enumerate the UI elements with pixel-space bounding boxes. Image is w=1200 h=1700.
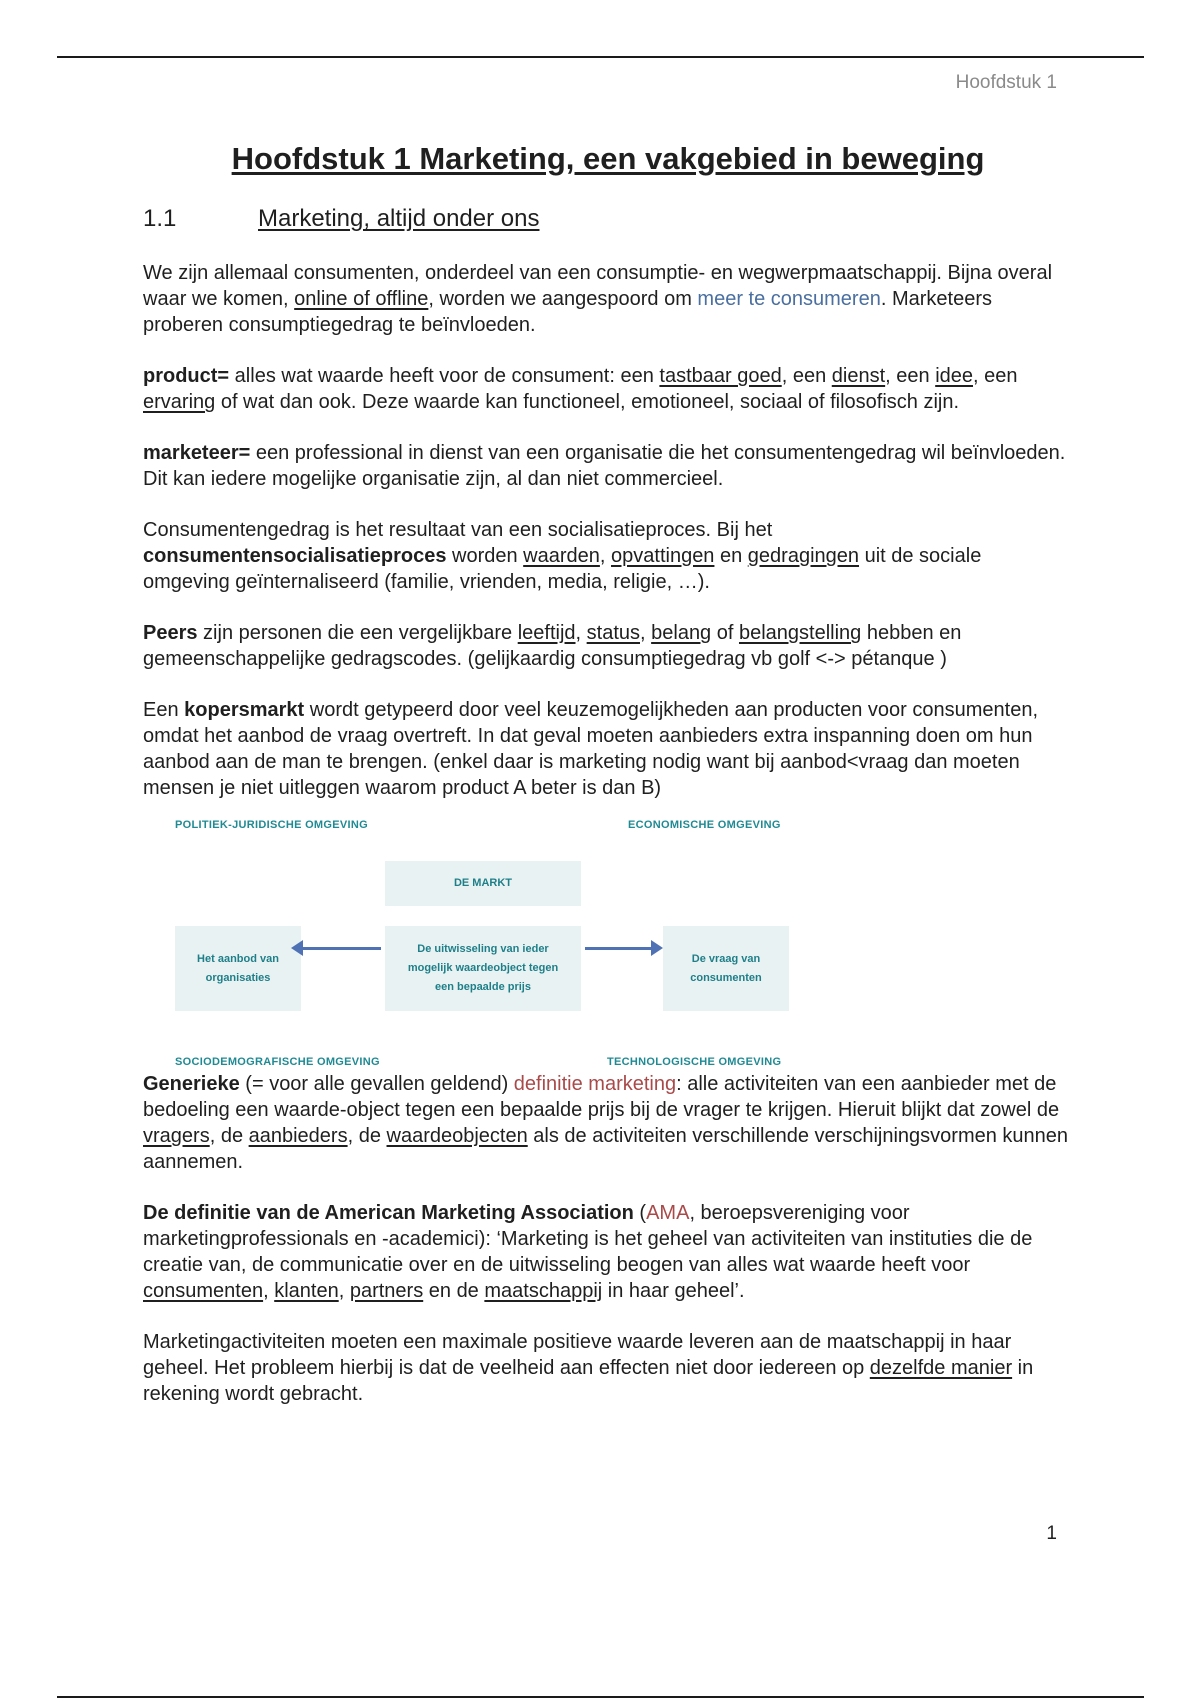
paragraph-consumers: We zijn allemaal consumenten, onderdeel van een consumptie- en wegwerpmaatschappij. Bijna overal waar we komen, online of offline, worden we aangespoord om meer te consumeren. Marketeers proberen consumptiegedrag te beïnvloeden. xyxy=(143,262,1053,336)
paragraph-peers: Peers zijn personen die een vergelijkbare leeftijd, status, belang of belangstelling hebben en gemeenschappelijke gedragscodes. (gelijkaardig consumptiegedrag vb golf <-> pétanque ) xyxy=(143,622,962,670)
box-vraag-consumenten: De vraag van consumenten xyxy=(663,926,789,1011)
arrow-left-icon xyxy=(295,947,381,950)
link-definitie-marketing[interactable]: definitie marketing xyxy=(513,1073,677,1095)
link-ama[interactable]: AMA xyxy=(646,1202,690,1224)
label-politiek-juridische-omgeving: POLITIEK-JURIDISCHE OMGEVING xyxy=(175,819,368,831)
term-peers: Peers xyxy=(143,622,198,644)
section-number: 1.1 xyxy=(143,205,177,232)
term-marketeer: marketeer= xyxy=(143,442,251,464)
box-de-markt: DE MARKT xyxy=(385,861,581,906)
definition-generieke-marketing: Generieke (= voor alle gevallen geldend) definitie marketing: alle activiteiten van een aanbieder met de bedoeling een waarde-object tegen een bepaalde prijs bij de vrager te krijgen. Hieruit blijkt dat zowel de vragers, de aanbieders, de waardeobjecten als de activiteiten verschillende verschijningsvormen kunnen aannemen. xyxy=(143,1073,1069,1173)
label-technologische-omgeving: TECHNOLOGISCHE OMGEVING xyxy=(607,1056,782,1068)
definition-product: product= alles wat waarde heeft voor de consument: een tastbaar goed, een dienst, een idee, een ervaring of wat dan ook. Deze waarde kan functioneel, emotioneel, sociaal of filosofisch zijn. xyxy=(143,365,1018,413)
term-kopersmarkt: kopersmarkt xyxy=(184,699,305,721)
paragraph-kopersmarkt: Een kopersmarkt wordt getypeerd door veel keuzemogelijkheden aan producten voor consumenten, omdat het aanbod de vraag overtreft. In dat geval moeten aanbieders extra inspanning doen om hun aanbod aan de man te brengen. (enkel daar is marketing nodig want bij aanbod<vraag dan moeten mensen je niet uitleggen waarom product A beter is dan B) xyxy=(143,699,1039,799)
market-diagram xyxy=(143,811,783,1071)
header-rule xyxy=(57,56,1144,58)
page-content xyxy=(143,140,1073,1432)
box-aanbod-organisaties: Het aanbod van organisaties xyxy=(175,926,301,1011)
label-economische-omgeving: ECONOMISCHE OMGEVING xyxy=(628,819,781,831)
term-ama-definitie: De definitie van de American Marketing Association xyxy=(143,1202,634,1224)
running-header: Hoofdstuk 1 xyxy=(955,72,1057,93)
chapter-title: Hoofdstuk 1 Marketing, een vakgebied in beweging xyxy=(231,141,985,176)
box-uitwisseling: De uitwisseling van ieder mogelijk waardeobject tegen een bepaalde prijs xyxy=(385,926,581,1011)
underlined-term: online of offline xyxy=(294,288,429,310)
term-consumentensocialisatieproces: consumentensocialisatieproces xyxy=(143,545,447,567)
arrow-right-icon xyxy=(585,947,659,950)
paragraph-socialisation: Consumentengedrag is het resultaat van een socialisatieproces. Bij het consumentensocialisatieproces worden waarden, opvattingen en gedragingen uit de sociale omgeving geïnternaliseerd (familie, vrienden, media, religie, …). xyxy=(143,519,982,593)
label-sociodemografische-omgeving: SOCIODEMOGRAFISCHE OMGEVING xyxy=(175,1056,380,1068)
link-meer-te-consumeren[interactable]: meer te consumeren xyxy=(697,288,881,310)
term-generieke: Generieke xyxy=(143,1073,240,1095)
section-title: Marketing, altijd onder ons xyxy=(258,205,540,232)
paragraph-marketingactiviteiten: Marketingactiviteiten moeten een maximale positieve waarde leveren aan de maatschappij in haar geheel. Het probleem hierbij is dat de veelheid aan effecten niet door iedereen op dezelfde manier in rekening wordt gebracht. xyxy=(143,1331,1034,1405)
term-product: product= xyxy=(143,365,230,387)
page-number: 1 xyxy=(1046,1523,1057,1544)
definition-marketeer: marketeer= een professional in dienst van een organisatie die het consumentengedrag wil beïnvloeden. Dit kan iedere mogelijke organisatie zijn, al dan niet commercieel. xyxy=(143,442,1066,490)
section-heading xyxy=(143,204,1073,234)
footer-rule xyxy=(57,1696,1144,1698)
definition-ama: De definitie van de American Marketing Association (AMA, beroepsvereniging voor marketingprofessionals en -academici): ‘Marketing is het geheel van activiteiten van instituties die de creatie van, de communicatie over en de uitwisseling beogen van alles wat waarde heeft voor consumenten, klanten, partners en de maatschappij in haar geheel’. xyxy=(143,1202,1033,1302)
